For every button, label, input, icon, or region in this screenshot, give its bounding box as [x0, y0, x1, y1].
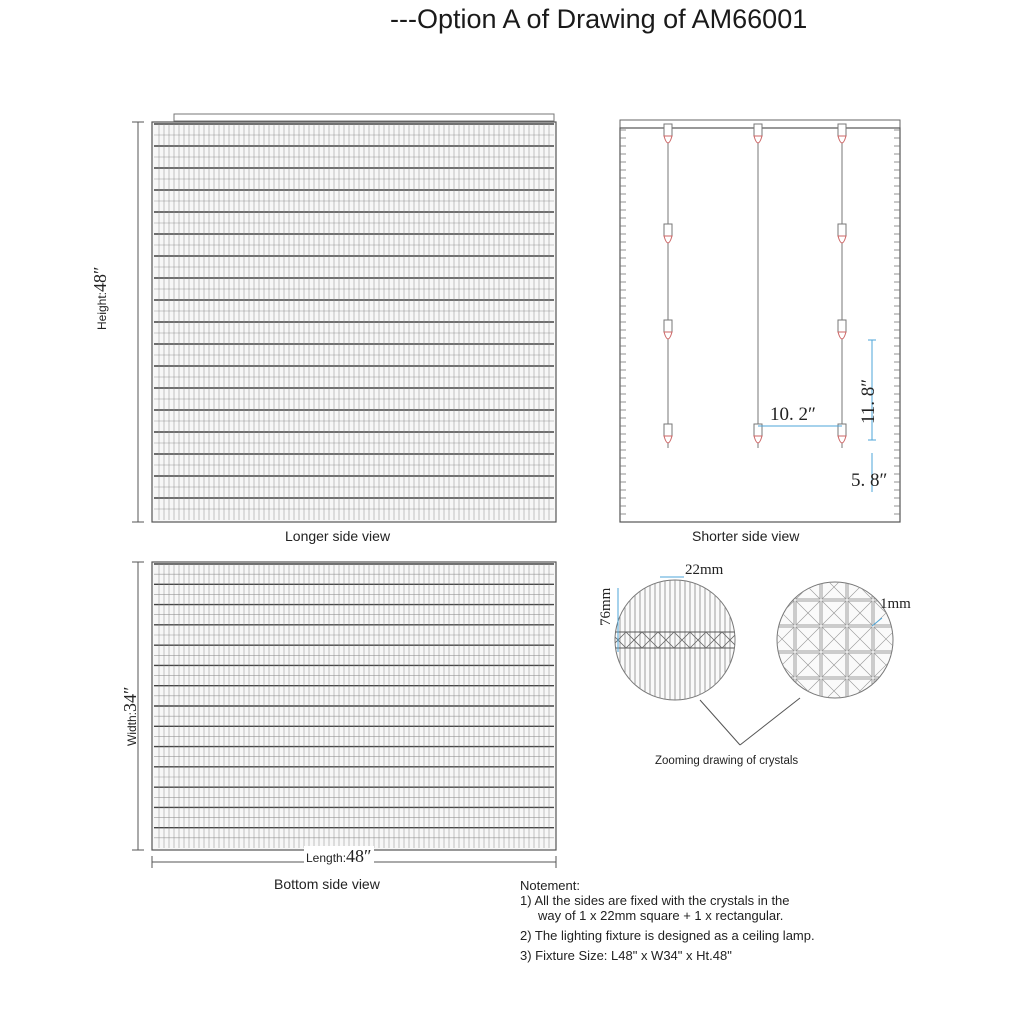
square-crystal	[848, 705, 872, 729]
height-label	[90, 266, 111, 330]
note-3: 3) Fixture Size: L48" x W34" x Ht.48"	[520, 948, 732, 963]
square-crystal	[874, 705, 898, 729]
height-label-value: 48″	[90, 266, 110, 292]
candle-bulb	[664, 332, 672, 339]
bulb-socket	[664, 224, 672, 236]
bulb-socket	[838, 320, 846, 332]
longer-canopy	[174, 114, 554, 121]
length-label-value: 48″	[346, 846, 372, 866]
candle-bulb	[664, 436, 672, 443]
note-1-line-2: way of 1 x 22mm square + 1 x rectangular.	[538, 908, 784, 923]
square-crystal	[770, 679, 794, 703]
bulb-socket	[838, 224, 846, 236]
square-crystal-facet	[822, 705, 846, 729]
suspension-rods	[664, 124, 846, 448]
candle-bulb	[838, 436, 846, 443]
bulb-socket	[754, 124, 762, 136]
width-label-value: 34″	[120, 686, 140, 712]
crystal-gap-label: 1mm	[880, 596, 911, 612]
note-1-line-1: 1) All the sides are fixed with the crystals in the	[520, 893, 790, 908]
drawing-title: ---Option A of Drawing of AM66001	[390, 4, 808, 34]
length-label	[304, 846, 374, 867]
bottom-dimension-label: 5. 8″	[851, 470, 888, 491]
longer-side-view-drawing	[110, 108, 570, 528]
spacing-dimension-label: 10. 2″	[770, 404, 816, 425]
candle-bulb	[838, 332, 846, 339]
square-crystal	[770, 705, 794, 729]
longer-crystal-grid	[154, 124, 554, 520]
drop-dimension-label: 11. 8″	[858, 378, 879, 424]
notes-heading: Notement:	[520, 878, 580, 893]
square-crystal	[822, 705, 846, 729]
longer-side-view-caption: Longer side view	[285, 528, 391, 544]
bulb-socket	[664, 320, 672, 332]
candle-bulb	[754, 436, 762, 443]
shorter-side-view-caption: Shorter side view	[692, 528, 800, 544]
shorter-frame	[620, 128, 900, 522]
bottom-side-view-caption: Bottom side view	[274, 876, 380, 892]
square-crystal-facet	[874, 679, 898, 703]
candle-bulb	[664, 236, 672, 243]
bulb-socket	[664, 424, 672, 436]
bottom-side-view-drawing	[110, 556, 570, 876]
candle-bulb	[664, 136, 672, 143]
crystal-height-label: 76mm	[598, 587, 614, 626]
square-crystal-facet	[770, 679, 794, 703]
crystal-zoom-caption: Zooming drawing of crystals	[655, 755, 799, 767]
bulb-socket	[838, 124, 846, 136]
square-crystal-facet	[770, 575, 794, 599]
square-crystal-cross	[738, 632, 754, 648]
notes-block	[520, 878, 815, 963]
bulb-socket	[664, 124, 672, 136]
crystal-width-label: 22mm	[685, 562, 724, 578]
square-crystal-facet	[796, 705, 820, 729]
square-crystal	[874, 679, 898, 703]
shorter-side-view-drawing	[610, 108, 910, 528]
crystal-zoom-drawing	[560, 560, 940, 760]
bottom-crystal-grid	[154, 564, 554, 848]
candle-bulb	[838, 136, 846, 143]
zoom-pointer-left	[700, 700, 740, 745]
length-label-prefix: Length:	[306, 851, 347, 865]
width-label-prefix: Width:	[125, 711, 139, 746]
square-crystal	[796, 705, 820, 729]
candle-bulb	[838, 236, 846, 243]
note-2: 2) The lighting fixture is designed as a ceiling lamp.	[520, 928, 815, 943]
square-crystal-facet	[770, 705, 794, 729]
width-label	[120, 686, 141, 746]
square-crystal-facet	[848, 705, 872, 729]
side-crystal-strips	[620, 130, 900, 514]
height-label-prefix: Height:	[95, 291, 109, 330]
candle-bulb	[754, 136, 762, 143]
square-crystal	[770, 575, 794, 599]
zoom-pointer-right	[740, 698, 800, 745]
square-crystal-facet	[874, 705, 898, 729]
